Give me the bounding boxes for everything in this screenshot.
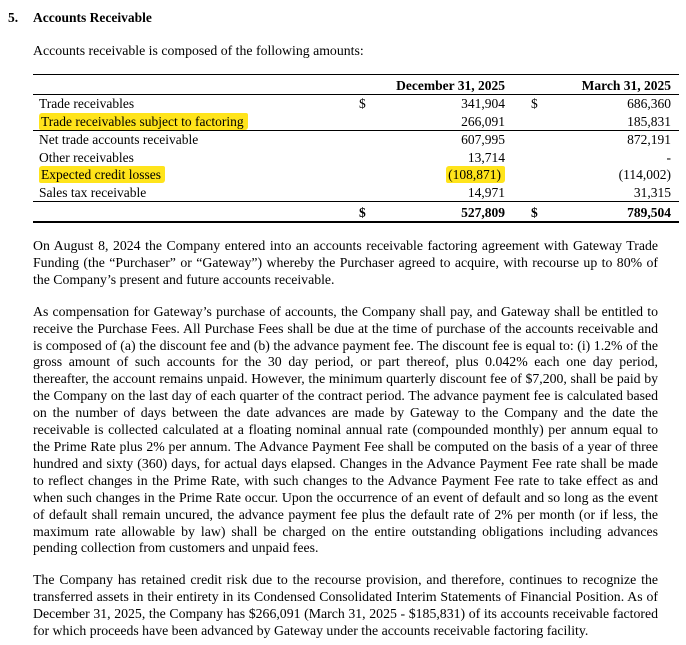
intro-text: Accounts receivable is composed of the following amounts:: [33, 43, 364, 58]
cell-currency-symbol: [525, 184, 553, 202]
cell-label: [33, 166, 353, 184]
cell-value-march: 31,315: [633, 184, 671, 200]
cell-value-march: 185,831: [553, 113, 679, 131]
cell-label: [33, 113, 353, 131]
cell-spacer: [505, 184, 525, 202]
cell-currency-symbol: $: [359, 96, 366, 111]
row-expected-credit-losses: [33, 166, 679, 184]
row-net-trade-accounts-receivable: [33, 131, 679, 149]
header-empty-cell: [33, 75, 353, 95]
column-header-december-31-2025: December 31, 2025: [353, 75, 505, 95]
column-header-march-31-2025: March 31, 2025: [525, 75, 679, 95]
table-header-row: [33, 75, 679, 95]
cell-currency-symbol: [525, 131, 553, 149]
cell-currency-symbol: $: [353, 202, 381, 223]
cell-value-december: [381, 166, 505, 184]
cell-currency-symbol: [353, 166, 381, 184]
row-trade-receivables-subject-to-factoring: [33, 113, 679, 131]
cell-value-march: 872,191: [627, 132, 671, 147]
cell-currency-symbol: [525, 166, 553, 184]
cell-currency-symbol: [525, 149, 553, 167]
cell-currency-symbol: $: [531, 96, 538, 111]
cell-label: Net trade accounts receivable: [39, 132, 199, 147]
cell-total-december: 527,809: [381, 202, 505, 223]
cell-currency-symbol: $: [525, 202, 553, 223]
cell-total-march: 789,504: [553, 202, 679, 223]
cell-spacer: [505, 131, 525, 149]
paragraph-purchase-fees: As compensation for Gateway’s purchase of accounts, the Company shall pay, and Gateway shall be entitled to receive the Purchase Fees. All Purchase Fees shall be due at the time of purchase of the accounts receivable and is composed of (a) the discount fee and (b) the advance payment fee. The discount fee is equal to: (i) 1.2% of the gross amount of such accounts for the 30 day period, or part thereof, plus 0.042% each one day period, thereafter, the account remains unpaid. However, the minimum quarterly discount fee of $7,200, shall be paid by the Company on the last day of each quarter of the contract period. The advance payment fee is calculated based on the number of days between the date advances are made by Gateway to the Company and the date the receivable is collected calculated at a floating nominal annual rate (compounded monthly) per annum equal to the Prime Rate plus 2% per annum. The Advance Payment Fee shall be computed on the basis of a year of three hundred and sixty (360) days, for actual days elapsed. Changes in the Advance Payment Fee rate shall be made to reflect changes in the Prime Rate, with such changes to the Advance Payment Fee rate to take effect as and when such changes in the Prime Rate occur. Upon the occurrence of an event of default and so long as the event of default shall remain uncured, the advance payment fee plus the default rate of 2% per month (or if less, the maximum rate allowable by law) shall be charged on the entire outstanding obligations including advances pending collection from customers and unpaid fees.: [33, 303, 658, 556]
cell-spacer: [505, 166, 525, 184]
paragraph-credit-risk: The Company has retained credit risk due to the recourse provision, and therefore, continues to recognize the transferred assets in their entirety in its Condensed Consolidated Interim Statements of Financial Position. As of December 31, 2025, the Company has $266,091 (March 31, 2025 - $185,831) of its accounts receivable factored for which proceeds have been advanced by Gateway under the accounts receivable factoring facility.: [33, 572, 658, 639]
cell-currency-symbol: [353, 184, 381, 202]
highlight-expected-credit-losses-value: (108,871): [446, 166, 505, 183]
highlight-expected-credit-losses: Expected credit losses: [39, 166, 165, 183]
cell-value-december: 341,904: [461, 96, 505, 111]
cell-value-december: 14,971: [467, 184, 505, 200]
cell-currency-symbol: [353, 149, 381, 167]
row-trade-receivables: [33, 95, 679, 113]
cell-currency-symbol: [353, 131, 381, 149]
cell-spacer: [505, 95, 525, 113]
cell-currency-symbol: [353, 113, 381, 131]
cell-value-december: 607,995: [461, 132, 505, 147]
row-other-receivables: [33, 149, 679, 167]
highlight-trade-receivables-factoring: Trade receivables subject to factoring: [39, 113, 248, 130]
cell-value-march: 686,360: [627, 96, 671, 111]
cell-value-march: (114,002): [618, 167, 671, 182]
cell-label: [33, 202, 353, 223]
paragraph-factoring-agreement: On August 8, 2024 the Company entered into an accounts receivable factoring agreement with Gateway Trade Funding (the “Purchaser” or “Gateway”) whereby the Purchaser agreed to acquire, with recourse up to 80% of the Company’s present and future accounts receivable.: [33, 238, 658, 287]
cell-value-december: 13,714: [467, 149, 505, 165]
cell-label: Other receivables: [39, 149, 134, 165]
cell-spacer: [505, 202, 525, 223]
cell-label: Trade receivables: [39, 96, 135, 111]
cell-currency-symbol: [525, 113, 553, 131]
cell-value-march: -: [666, 149, 671, 165]
section-number: 5.: [8, 10, 19, 25]
accounts-receivable-table: [33, 74, 679, 223]
section-title: Accounts Receivable: [33, 10, 152, 25]
header-spacer-cell: [505, 75, 525, 95]
cell-label: Sales tax receivable: [39, 184, 147, 200]
cell-value-december: 266,091: [381, 113, 505, 131]
cell-spacer: [505, 149, 525, 167]
section-heading: [8, 9, 686, 26]
cell-spacer: [505, 113, 525, 131]
row-total: [33, 202, 679, 223]
row-sales-tax-receivable: [33, 184, 679, 202]
